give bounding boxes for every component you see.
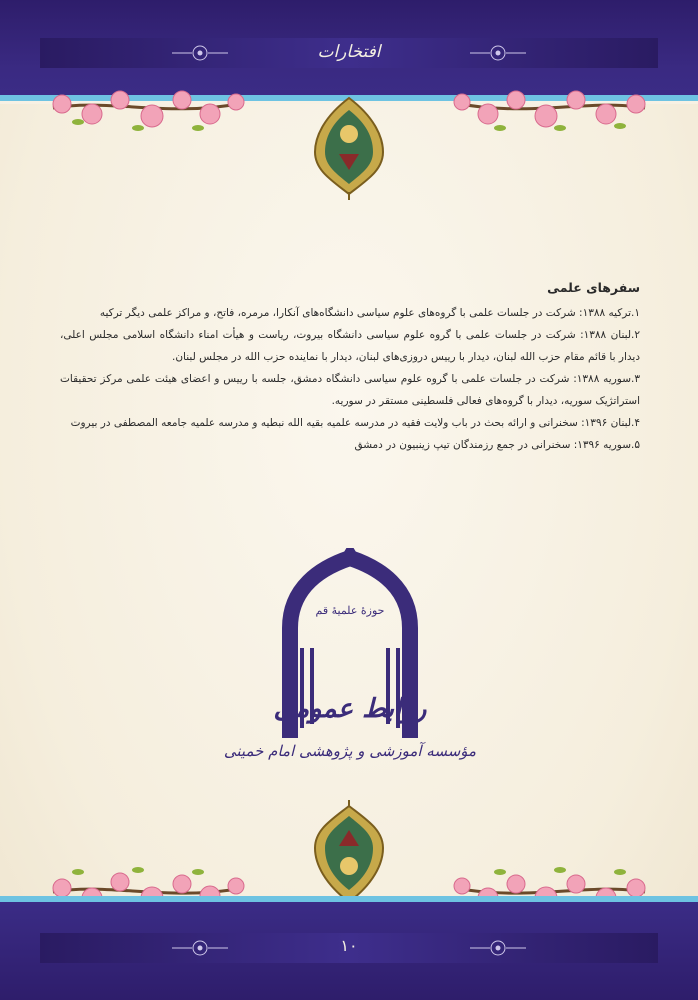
list-item: ۳.سوریه ۱۳۸۸: شرکت در جلسات علمی با گروه علوم سیاسی دانشگاه دمشق، جلسه با رییس و اعضای هیئت علمی مرکز تحقیقات استراتژیک سوریه، دیدار با گروه‌های فعالی فلسطینی مستقر در سوریه. — [60, 373, 640, 407]
scroll-ornament-icon — [170, 42, 230, 64]
list-item: ۲.لبنان ۱۳۸۸: شرکت در جلسات علمی با گروه علوم سیاسی دانشگاه بیروت، ریاست و هیأت امناء دانشگاه اسلامی مجلس اعلی، دیدار با قائم مقام حزب الله لبنان، دیدار با رییس دروزی‌های لبنان، دیدار با نماینده حزب الله در مجلس لبنان. — [60, 329, 640, 363]
logo-subtitle: مؤسسه آموزشی و پژوهشی امام خمینی — [223, 742, 477, 760]
medallion-icon — [313, 96, 385, 200]
logo-title: روابط عمومی — [273, 694, 427, 724]
section-heading: سفرهای علمی — [547, 280, 640, 295]
medallion-icon — [313, 800, 385, 904]
blossom-branch-icon — [48, 78, 248, 140]
list-item: ۱.ترکیه ۱۳۸۸: شرکت در جلسات علمی با گروه‌های علوم سیاسی دانشگاه‌های آنکارا، مرمره، فاتح، و مراکز علمی دیگر ترکیه — [99, 307, 640, 319]
blossom-branch-icon — [450, 78, 650, 140]
list-item: ۵.سوریه ۱۳۹۶: سخنرانی در جمع رزمندگان تیپ زینبیون در دمشق — [354, 439, 640, 451]
scientific-trips-section — [60, 280, 640, 456]
seminary-label: حوزهٔ علمیهٔ قم — [315, 604, 385, 617]
list-item: ۴.لبنان ۱۳۹۶: سخنرانی و ارائه بحث در باب ولایت فقیه در مدرسه علمیه بقیه الله نبطیه و مدرسه علمیه جامعه المصطفی در بیروت — [70, 417, 640, 429]
page-number: ۱۰ — [340, 936, 358, 955]
scroll-ornament-icon — [468, 42, 528, 64]
header-title: افتخارات — [317, 42, 381, 62]
